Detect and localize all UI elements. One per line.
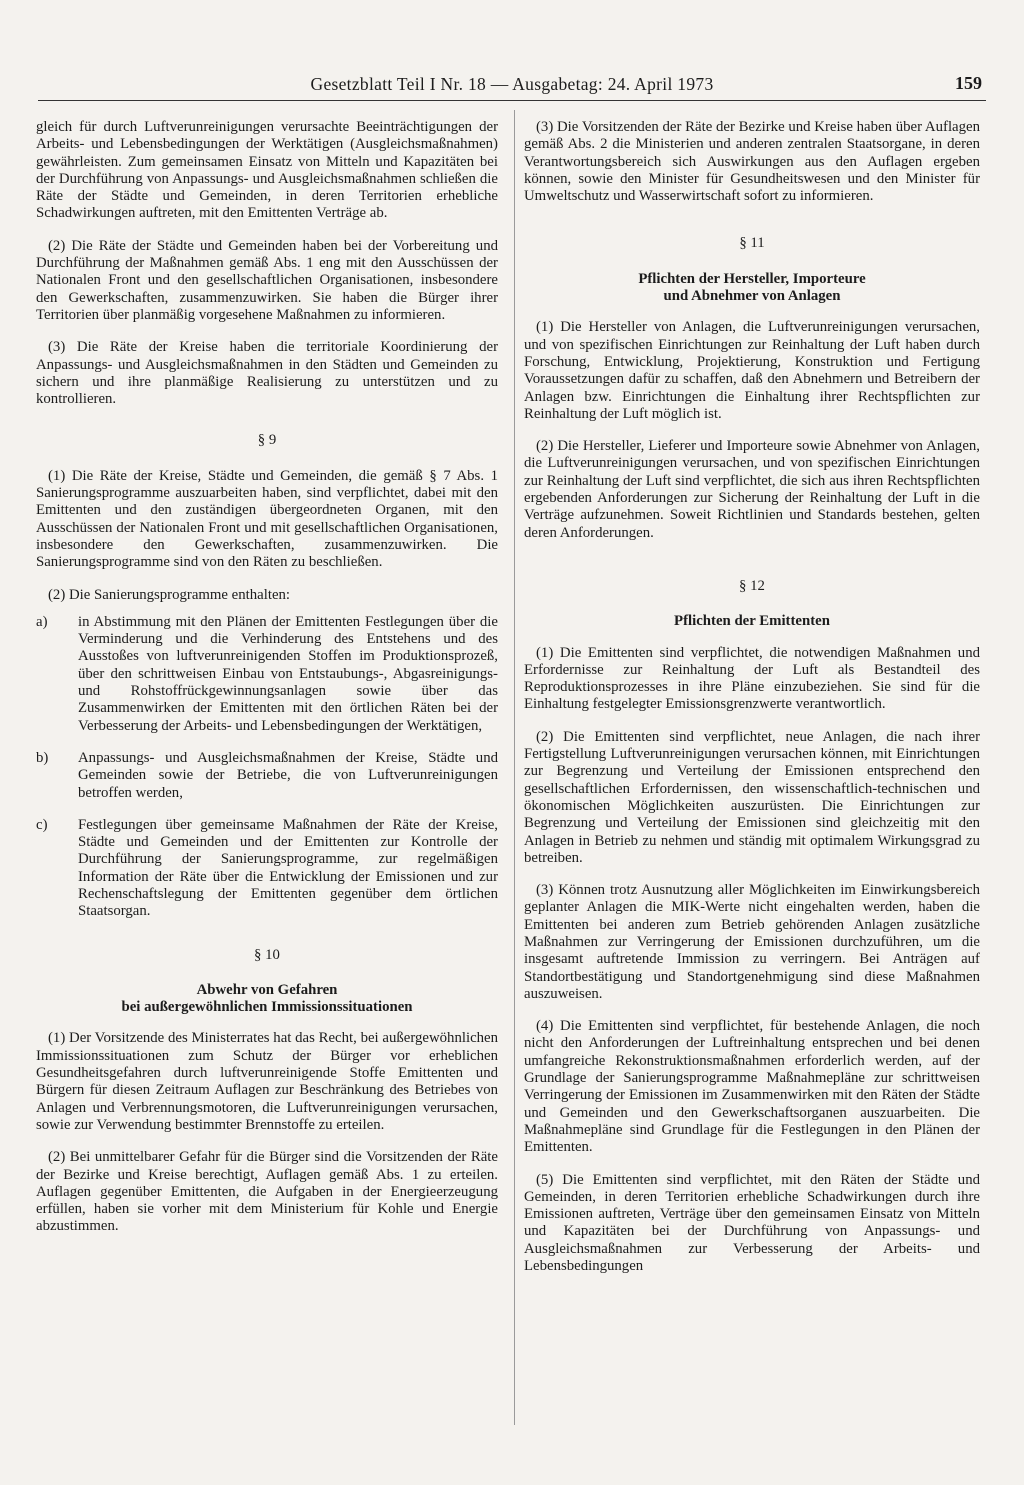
list-item-a: [36, 614, 498, 735]
paragraph-12-1: (1) Die Emittenten sind verpflichtet, die notwendigen Maßnahmen und Erfordernisse zur Reinhaltung der Luft als Bestandteil des Reproduktionsprozesses in ihre Pläne einzubeziehen. Sie sind für die Einhaltung festgelegter Emissionsgrenzwerte verantwortlich.: [524, 644, 980, 713]
section-10-title: [36, 982, 498, 1017]
paragraph-8-3: (3) Die Räte der Kreise haben die territoriale Koordinierung der Anpassungs- und Ausgleichsmaßnahmen in den Städten und Gemeinden zu sichern und ihre planmäßige Realisierung zu unterstützen und zu kontrollieren.: [36, 339, 498, 408]
list-item-text: in Abstimmung mit den Plänen der Emittenten Festlegungen über die Verminderung und die Verhinderung des Entstehens und des Ausstoßes von luftverunreinigenden Stoffen im Produktionsprozeß, über den schrittweisen Einbau von Entstaubungs-, Abgasreinigungs- und Rohstoffrückgewinnungsanlagen sowie über das Zusammenwirken der Emittenten mit den örtlichen Räten bei der Verbesserung der Arbeits- und Lebensbedingungen der Werktätigen,: [78, 613, 498, 734]
paragraph-12-2: (2) Die Emittenten sind verpflichtet, neue Anlagen, die nach ihrer Fertigstellung Luftverunreinigungen verursachen können, mit Einrichtungen zur Begrenzung und Verteilung der Emissionen entsprechend den gesellschaftlichen Erfordernissen, den wissenschaftlich-technischen und ökonomischen Möglichkeiten auszurüsten. Die Einrichtungen zur Begrenzung und Verteilung der Emissionen sind gleichzeitig mit den Anlagen in Betrieb zu nehmen und ständig mit optimalem Wirkungsgrad zu betreiben.: [524, 728, 980, 866]
paragraph-11-1: (1) Die Hersteller von Anlagen, die Luftverunreinigungen verursachen, und von spezifischen Einrichtungen zur Reinhaltung der Luft haben durch Forschung, Entwicklung, Projektierung, Konstruktion und Fertigung Voraussetzungen dafür zu schaffen, daß den Abnehmern und Betreibern der Anlagen bzw. Einrichtungen die Einhaltung ihrer Rechtspflichten zur Reinhaltung der Luft möglich ist.: [524, 319, 980, 422]
paragraph-10-3: (3) Die Vorsitzenden der Räte der Bezirke und Kreise haben über Auflagen gemäß Abs. 2 die Ministerien und anderen zentralen Staatsorgane, in deren Verantwortungsbereich sich Auswirkungen aus den Auflagen ergeben können, sowie den Minister für Gesundheitswesen und den Minister für Umweltschutz und Wasserwirtschaft sofort zu informieren.: [524, 119, 980, 205]
list-marker: b): [36, 749, 49, 766]
page-header-title: Gesetzblatt Teil I Nr. 18 — Ausgabetag: 24. April 1973: [310, 74, 714, 94]
section-10-title-line-1: Abwehr von Gefahren: [196, 981, 338, 998]
section-11-title-line-2: und Abnehmer von Anlagen: [663, 288, 841, 305]
section-11-heading: § 11: [739, 235, 765, 252]
paragraph-11-2: (2) Die Hersteller, Lieferer und Importeure sowie Abnehmer von Anlagen, die Luftverunreinigungen verursachen, und von spezifischen Einrichtungen zur Reinhaltung der Luft sind verpflichtet, die sich aus ihren Rechtspflichten ergebenden Anforderungen zur Sicherung der Reinhaltung der Luft in die Verträge aufzunehmen. Soweit Richtlinien und Standards bestehen, gelten deren Anforderungen.: [524, 438, 980, 541]
paragraph-12-4: (4) Die Emittenten sind verpflichtet, für bestehende Anlagen, die noch nicht den Anforderungen der Luftreinhaltung entsprechen und bei denen umfangreiche Rekonstruktionsmaßnahmen erforderlich werden, auf der Grundlage der Sanierungsprogramme Maßnahmepläne zur schrittweisen Verringerung der Emissionen im Zusammenwirken mit den Räten der Städte und Gemeinden und den Gewerkschaftsorganen auszuarbeiten. Die Maßnahmepläne sind Grundlage für die Festlegungen in den Plänen der Emittenten.: [524, 1018, 980, 1156]
paragraph-9-2: (2) Die Sanierungsprogramme enthalten:: [48, 586, 291, 603]
paragraph-8-2: (2) Die Räte der Städte und Gemeinden haben bei der Vorbereitung und Durchführung der Maßnahmen gemäß Abs. 1 eng mit den Ausschüssen der Nationalen Front und den gesellschaftlichen Organisationen, insbesondere den Gewerkschaften, zusammenzuwirken. Sie haben die Bürger ihrer Territorien über planmäßig vorgesehene Maßnahmen zu informieren.: [36, 237, 498, 323]
list-item-b: [36, 750, 498, 802]
paragraph-12-5: (5) Die Emittenten sind verpflichtet, mit den Räten der Städte und Gemeinden, in deren Territorien erhebliche Schadwirkungen durch ihre Emissionen auftreten, Verträge über den gemeinsamen Einsatz von Mitteln und Kapazitäten bei der Durchführung von Anpassungs- und Ausgleichsmaßnahmen zur Verbesserung der Arbeits- und Lebensbedingungen: [524, 1171, 980, 1275]
list-marker: a): [36, 613, 48, 630]
section-12-heading: § 12: [739, 577, 765, 594]
left-column: [36, 119, 498, 1251]
section-9-heading: § 9: [257, 432, 277, 449]
list-item-text: Festlegungen über gemeinsame Maßnahmen der Räte der Kreise, Städte und Gemeinden und der Emittenten zur Kontrolle der Durchführung der Sanierungsprogramme, zur regelmäßigen Information der Räte über die Entwicklung der Emissionen und zur Rechenschaftslegung der Emittenten gegenüber dem örtlichen Staatsorgan.: [78, 816, 498, 920]
paragraph-8-1-continued: gleich für durch Luftverunreinigungen verursachte Beeinträchtigungen der Arbeits- und Lebensbedingungen der Werktätigen (Ausgleichsmaßnahmen) gewährleisten. Zum gemeinsamen Einsatz von Mitteln und Kapazitäten bei der Durchführung von Anpassungs- und Ausgleichsmaßnahmen schließen die Räte der Städte und Gemeinden, in deren Territorien erhebliche Schadwirkungen auftreten, mit den Emittenten Verträge ab.: [36, 119, 498, 222]
section-10-title-line-2: bei außergewöhnlichen Immissionssituationen: [121, 999, 413, 1016]
paragraph-12-3: (3) Können trotz Ausnutzung aller Möglichkeiten im Einwirkungsbereich geplanter Anlagen die MIK-Werte nicht eingehalten werden, haben die Emittenten bei anderen zum Betrieb gehörenden Anlagen zusätzliche Maßnahmen zur Verringerung der Emissionen durchzuführen, um die insgesamt auftretende Immission zu verringern. Bei Anträgen auf Standortbestätigung und Standortgenehmigung sind diese Maßnahmen auszuweisen.: [524, 882, 980, 1002]
list-marker: c): [36, 816, 48, 833]
section-10-heading: § 10: [254, 946, 280, 963]
paragraph-9-1: (1) Die Räte der Kreise, Städte und Gemeinden, die gemäß § 7 Abs. 1 Sanierungsprogramme auszuarbeiten haben, sind verpflichtet, dabei mit den Emittenten und den zuständigen übergeordneten Organen, mit den Ausschüssen der Nationalen Front und mit gesellschaftlichen Organisationen, insbesondere den Gewerkschaften, zusammenzuwirken. Die Sanierungsprogramme sind von den Räten zu beschließen.: [36, 467, 498, 571]
paragraph-10-1: (1) Der Vorsitzende des Ministerrates hat das Recht, bei außergewöhnlichen Immissionssituationen zum Schutz der Bürger vor erheblichen Gesundheitsgefahren durch luftverunreinigende Stoffe Emittenten und Bürgern für diesen Zeitraum Auflagen zur Beschränkung des Betriebes von Anlagen und Verbrennungsmotoren, die Luftverunreinigungen verursachen, sowie zur Verwendung bestimmter Brennstoffe zu erteilen.: [36, 1030, 498, 1133]
paragraph-10-2: (2) Bei unmittelbarer Gefahr für die Bürger sind die Vorsitzenden der Räte der Bezirke und Kreise berechtigt, Auflagen gemäß Abs. 1 zu erteilen. Auflagen gegenüber Emittenten, die Aufgaben in der Energieerzeugung erfüllen, haben sie vorher mit dem Ministerium für Kohle und Energie abzustimmen.: [36, 1149, 498, 1235]
section-12-title: Pflichten der Emittenten: [674, 613, 830, 630]
list-item-text: Anpassungs- und Ausgleichsmaßnahmen der Kreise, Städte und Gemeinden sowie der Betriebe, die von Luftverunreinigungen betroffen werden,: [78, 749, 498, 801]
page-header: [38, 66, 986, 101]
section-11-title-line-1: Pflichten der Hersteller, Importeure: [638, 270, 866, 287]
page-number: 159: [955, 73, 982, 93]
right-column: [524, 119, 980, 1290]
list-item-c: [36, 817, 498, 921]
column-divider: [514, 110, 515, 1425]
section-11-title: [524, 271, 980, 306]
